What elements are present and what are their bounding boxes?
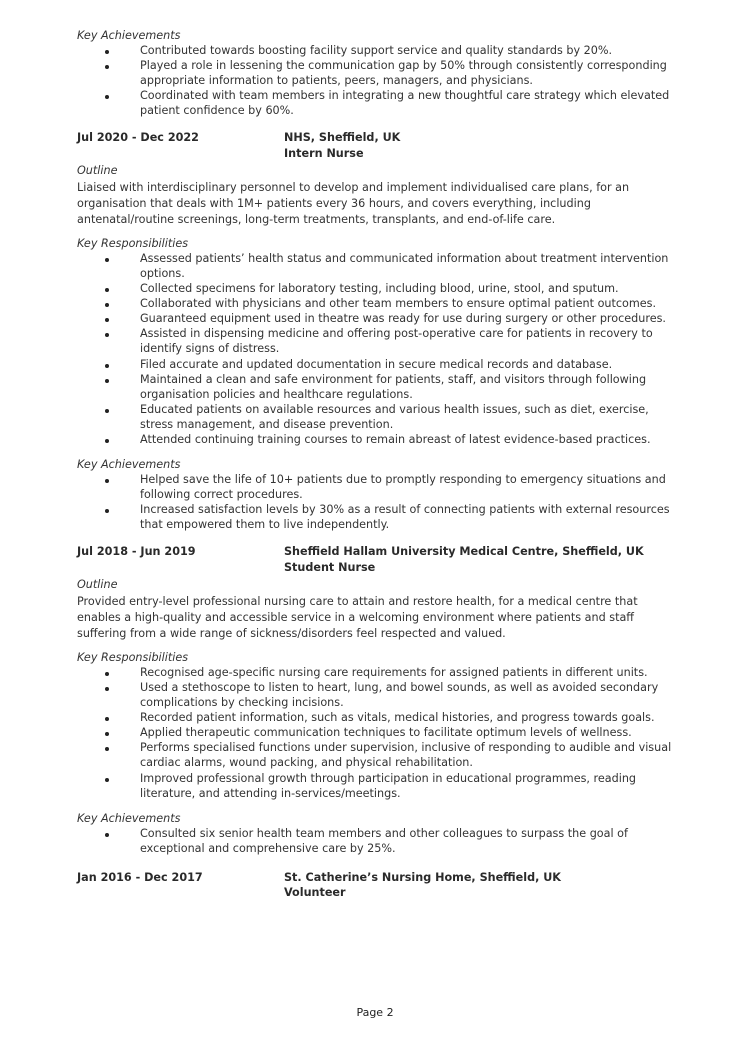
- list-item: Collaborated with physicians and other team members to ensure optimal patient outcomes.: [77, 296, 677, 311]
- list-item: Guaranteed equipment used in theatre was ready for use during surgery or other procedures.: [77, 311, 677, 326]
- resume-page: [77, 28, 677, 901]
- key-responsibilities-heading: Key Responsibilities: [77, 236, 189, 250]
- job-role: Student Nurse: [284, 560, 376, 574]
- list-item: Recognised age-specific nursing care requirements for assigned patients in different units.: [77, 665, 677, 680]
- list-item: Performs specialised functions under supervision, inclusive of responding to audible and visual cardiac alarms, wound packing, and physical rehabilitation.: [77, 740, 677, 770]
- page-number: Page 2: [356, 1006, 394, 1019]
- job-dates: Jul 2020 - Dec 2022: [77, 131, 199, 145]
- achievements-list: [77, 43, 677, 118]
- list-item: Increased satisfaction levels by 30% as a result of connecting patients with external resources that empowered them to live independently.: [77, 502, 677, 532]
- list-item: Collected specimens for laboratory testing, including blood, urine, stool, and sputum.: [77, 281, 677, 296]
- list-item: Maintained a clean and safe environment for patients, staff, and visitors through following organisation policies and healthcare regulations.: [77, 372, 677, 402]
- responsibilities-list: [77, 251, 677, 447]
- job-employer: Sheffield Hallam University Medical Centre, Sheffield, UK: [284, 545, 644, 559]
- job-role: Volunteer: [284, 886, 346, 900]
- job-title-block: [284, 870, 561, 901]
- list-item: Assessed patients’ health status and communicated information about treatment intervention options.: [77, 251, 677, 281]
- list-item: Assisted in dispensing medicine and offering post-operative care for patients in recovery to identify signs of distress.: [77, 326, 677, 356]
- list-item: Contributed towards boosting facility support service and quality standards by 20%.: [77, 43, 677, 58]
- list-item: Played a role in lessening the communication gap by 50% through consistently corresponding appropriate information to patients, peers, managers, and physicians.: [77, 58, 677, 88]
- job-dates: Jul 2018 - Jun 2019: [77, 545, 196, 559]
- achievements-list: [77, 472, 677, 532]
- outline-heading: Outline: [77, 164, 118, 178]
- job-header: [77, 870, 677, 901]
- key-achievements-heading: Key Achievements: [77, 29, 181, 42]
- list-item: Attended continuing training courses to remain abreast of latest evidence-based practices.: [77, 432, 677, 447]
- list-item: Used a stethoscope to listen to heart, lung, and bowel sounds, as well as avoided secondary complications by checking incisions.: [77, 680, 677, 710]
- list-item: Recorded patient information, such as vitals, medical histories, and progress towards goals.: [77, 710, 677, 725]
- responsibilities-list: [77, 665, 677, 801]
- list-item: Coordinated with team members in integrating a new thoughtful care strategy which elevated patient confidence by 60%.: [77, 88, 677, 118]
- job-outline: Provided entry-level professional nursing care to attain and restore health, for a medical centre that enables a high-quality and accessible service in a welcoming environment where patients and staff suffering from a wide range of sickness/disorders feel respected and valued.: [77, 595, 638, 641]
- job-header: [77, 130, 677, 161]
- key-achievements-heading: Key Achievements: [77, 458, 181, 472]
- achievements-list: [77, 826, 677, 856]
- job-title-block: [284, 544, 644, 575]
- key-responsibilities-heading: Key Responsibilities: [77, 650, 189, 664]
- list-item: Improved professional growth through participation in educational programmes, reading literature, and attending in-services/meetings.: [77, 771, 677, 801]
- job-role: Intern Nurse: [284, 146, 364, 160]
- list-item: Filed accurate and updated documentation in secure medical records and database.: [77, 357, 677, 372]
- list-item: Helped save the life of 10+ patients due to promptly responding to emergency situations and following correct procedures.: [77, 472, 677, 502]
- list-item: Consulted six senior health team members and other colleagues to surpass the goal of exceptional and comprehensive care by 25%.: [77, 826, 677, 856]
- job-header: [77, 544, 677, 575]
- job-outline: Liaised with interdisciplinary personnel to develop and implement individualised care plans, for an organisation that deals with 1M+ patients every 36 hours, and covers everything, including antenatal/routine screenings, long-term treatments, transplants, and end-of-life care.: [77, 181, 630, 227]
- outline-heading: Outline: [77, 578, 118, 592]
- list-item: Educated patients on available resources and various health issues, such as diet, exercise, stress management, and disease prevention.: [77, 402, 677, 432]
- job-employer: NHS, Sheffield, UK: [284, 131, 401, 145]
- key-achievements-heading: Key Achievements: [77, 811, 181, 825]
- job-dates: Jan 2016 - Dec 2017: [77, 870, 203, 884]
- job-employer: St. Catherine’s Nursing Home, Sheffield, UK: [284, 870, 561, 884]
- job-title-block: [284, 130, 400, 161]
- list-item: Applied therapeutic communication techniques to facilitate optimum levels of wellness.: [77, 725, 677, 740]
